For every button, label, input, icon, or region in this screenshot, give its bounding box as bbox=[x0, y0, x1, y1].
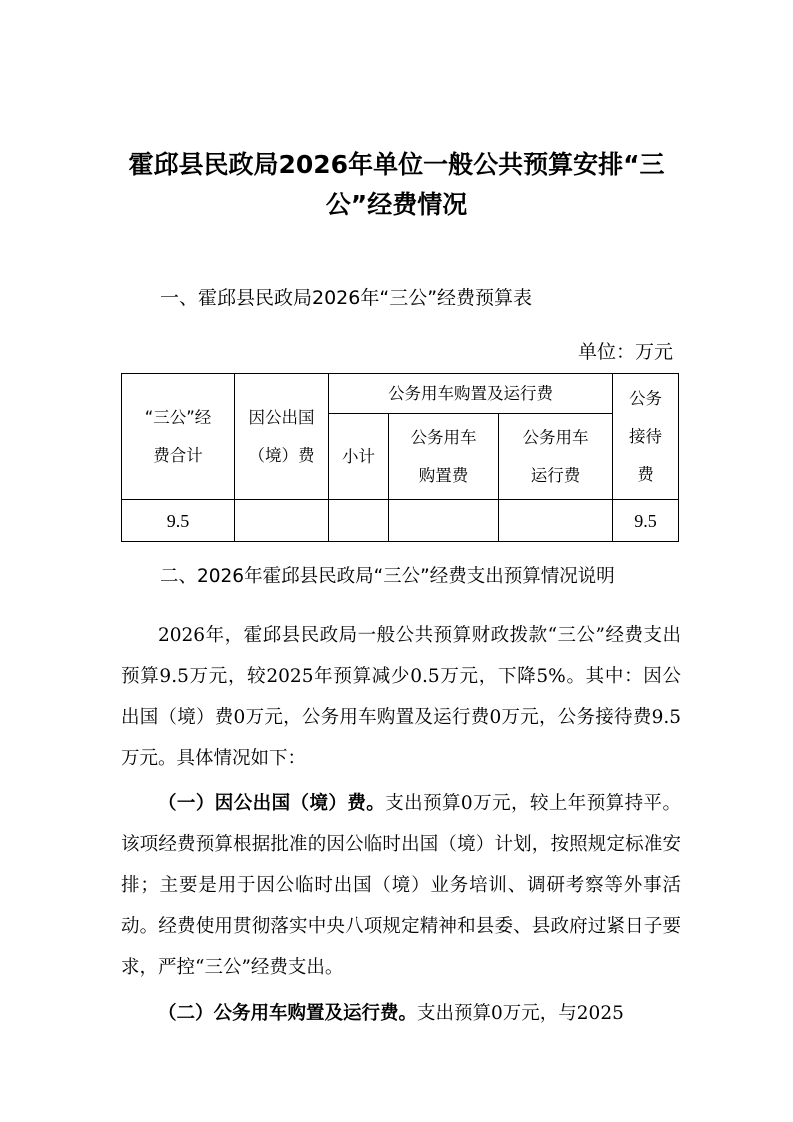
header-operation: 公务用车运行费 bbox=[499, 414, 613, 500]
page-title: 霍邱县民政局2026年单位一般公共预算安排“三公”经费情况 bbox=[128, 150, 665, 219]
cell-abroad bbox=[235, 500, 329, 542]
header-subtotal: 小计 bbox=[329, 414, 389, 500]
header-total: “三公”经费合计 bbox=[122, 374, 235, 500]
paragraph-abroad-lead: （一）因公出国（境）费。 bbox=[158, 793, 386, 814]
section1-heading: 一、霍邱县民政局2026年“三公”经费预算表 bbox=[160, 287, 533, 309]
unit-label: 单位：万元 bbox=[577, 341, 673, 363]
cell-reception: 9.5 bbox=[613, 500, 679, 542]
paragraph-vehicle-body: 支出预算0万元，与2025 bbox=[417, 1003, 624, 1024]
cell-purchase bbox=[389, 500, 499, 542]
paragraph-vehicle bbox=[121, 993, 681, 1034]
header-purchase: 公务用车购置费 bbox=[389, 414, 499, 500]
cell-operation bbox=[499, 500, 613, 542]
paragraph-summary: 2026年，霍邱县民政局一般公共预算财政拨款“三公”经费支出预算9.5万元，较2025年预算减少0.5万元，下降5%。其中：因公出国（境）费0万元，公务用车购置及运行费0万元，公务接待费9.5万元。具体情况如下： bbox=[121, 625, 681, 769]
budget-table bbox=[121, 373, 679, 542]
cell-total: 9.5 bbox=[122, 500, 235, 542]
header-abroad: 因公出国（境）费 bbox=[235, 374, 329, 500]
paragraph-abroad bbox=[121, 783, 681, 988]
header-reception: 公务接待费 bbox=[613, 374, 679, 500]
header-vehicle-group: 公务用车购置及运行费 bbox=[329, 374, 613, 414]
paragraph-vehicle-lead: （二）公务用车购置及运行费。 bbox=[158, 1003, 418, 1024]
paragraph-abroad-body: 支出预算0万元，较上年预算持平。该项经费预算根据批准的因公临时出国（境）计划，按照规定标准安排；主要是用于因公临时出国（境）业务培训、调研考察等外事活动。经费使用贯彻落实中央八项规定精神和县委、县政府过紧日子要求，严控“三公”经费支出。 bbox=[121, 793, 681, 978]
cell-subtotal bbox=[329, 500, 389, 542]
section2-heading: 二、2026年霍邱县民政局“三公”经费支出预算情况说明 bbox=[160, 566, 615, 587]
